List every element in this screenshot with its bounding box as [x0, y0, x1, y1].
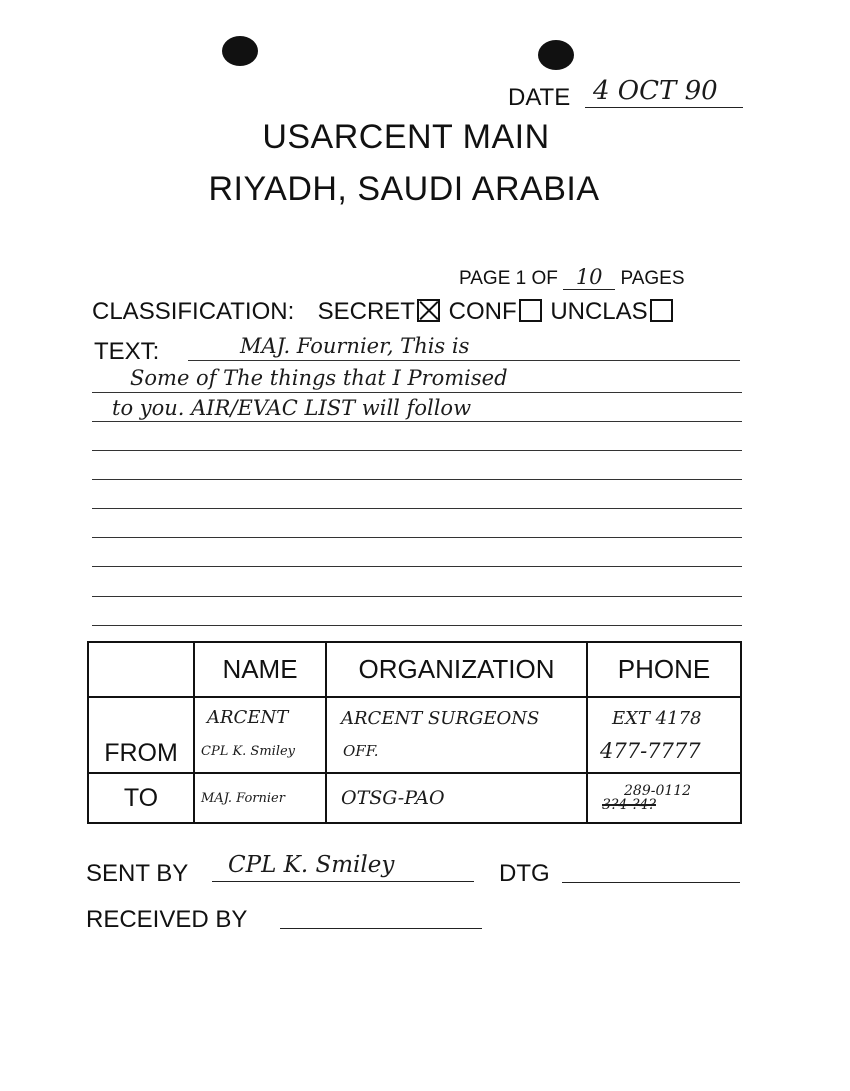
- classification-label: CLASSIFICATION:: [92, 298, 295, 325]
- sent-by-value: CPL K. Smiley: [228, 852, 395, 878]
- dtg-field[interactable]: [562, 852, 740, 883]
- text-line-3: to you. AIR/EVAC LIST will follow: [112, 396, 472, 420]
- punch-hole-right: [538, 40, 574, 70]
- header-organization: ORGANIZATION: [326, 642, 587, 697]
- page-count-suffix: PAGES: [620, 268, 685, 289]
- routing-table-header-row: [88, 642, 741, 697]
- row-label-to: TO: [88, 773, 194, 823]
- date-value-text: 4 OCT 90: [593, 76, 718, 106]
- to-phone-struck: 3?4-?4?: [602, 797, 656, 813]
- text-rule-9: [92, 596, 742, 597]
- to-phone-value: 289-0112: [624, 783, 692, 799]
- page-title-line1: USARCENT MAIN: [262, 118, 550, 156]
- sent-by-label: SENT BY: [86, 860, 189, 887]
- header-name: NAME: [194, 642, 326, 697]
- header-phone: PHONE: [587, 642, 741, 697]
- from-name-line2: CPL K. Smiley: [201, 744, 296, 759]
- conf-checkbox[interactable]: [519, 299, 542, 322]
- from-organization-line1: ARCENT SURGEONS: [341, 708, 540, 729]
- text-rule-1: [188, 360, 740, 361]
- secret-checkbox[interactable]: [417, 299, 440, 322]
- text-line-1: MAJ. Fournier, This is: [240, 334, 470, 358]
- from-phone-line2: 477-7777: [600, 739, 701, 763]
- page-title-line2: RIYADH, SAUDI ARABIA: [208, 170, 600, 208]
- from-phone-line1: EXT 4178: [612, 708, 702, 729]
- date-value[interactable]: [585, 76, 743, 108]
- page-count: [459, 265, 685, 290]
- table-row: [88, 697, 741, 773]
- from-name-cell[interactable]: [194, 697, 326, 773]
- punch-hole-left: [222, 36, 258, 66]
- date-label: DATE: [508, 84, 571, 111]
- classification-unclas-label: UNCLAS: [550, 298, 648, 325]
- row-label-from: FROM: [88, 697, 194, 773]
- sent-by-field[interactable]: [212, 852, 474, 882]
- classification-conf-label: CONF: [448, 298, 517, 325]
- text-rule-7: [92, 537, 742, 538]
- text-rule-3: [92, 421, 742, 422]
- text-rule-8: [92, 566, 742, 567]
- routing-table: [87, 641, 742, 824]
- classification-secret-label: SECRET: [317, 298, 415, 325]
- text-rule-4: [92, 450, 742, 451]
- page-count-total[interactable]: 10: [563, 265, 615, 290]
- text-rule-5: [92, 479, 742, 480]
- from-organization-line2: OFF.: [343, 742, 379, 760]
- to-name-cell[interactable]: MAJ. Fornier: [194, 773, 326, 823]
- dtg-label: DTG: [499, 860, 550, 887]
- page-count-prefix: PAGE 1 OF: [459, 268, 558, 289]
- to-organization-cell[interactable]: OTSG-PAO: [326, 773, 587, 823]
- unclas-checkbox[interactable]: [650, 299, 673, 322]
- to-phone-cell[interactable]: [587, 773, 741, 823]
- received-by-label: RECEIVED BY: [86, 906, 248, 933]
- routing-table-corner: [88, 642, 194, 697]
- text-rule-10: [92, 625, 742, 626]
- classification-row: [92, 298, 675, 326]
- from-phone-cell[interactable]: [587, 697, 741, 773]
- text-rule-6: [92, 508, 742, 509]
- text-line-2: Some of The things that I Promised: [130, 366, 508, 390]
- received-by-field[interactable]: [280, 898, 482, 929]
- table-row: [88, 773, 741, 823]
- text-rule-2: [92, 392, 742, 393]
- from-organization-cell[interactable]: [326, 697, 587, 773]
- from-name-line1: ARCENT: [207, 707, 289, 728]
- text-label: TEXT:: [94, 338, 160, 365]
